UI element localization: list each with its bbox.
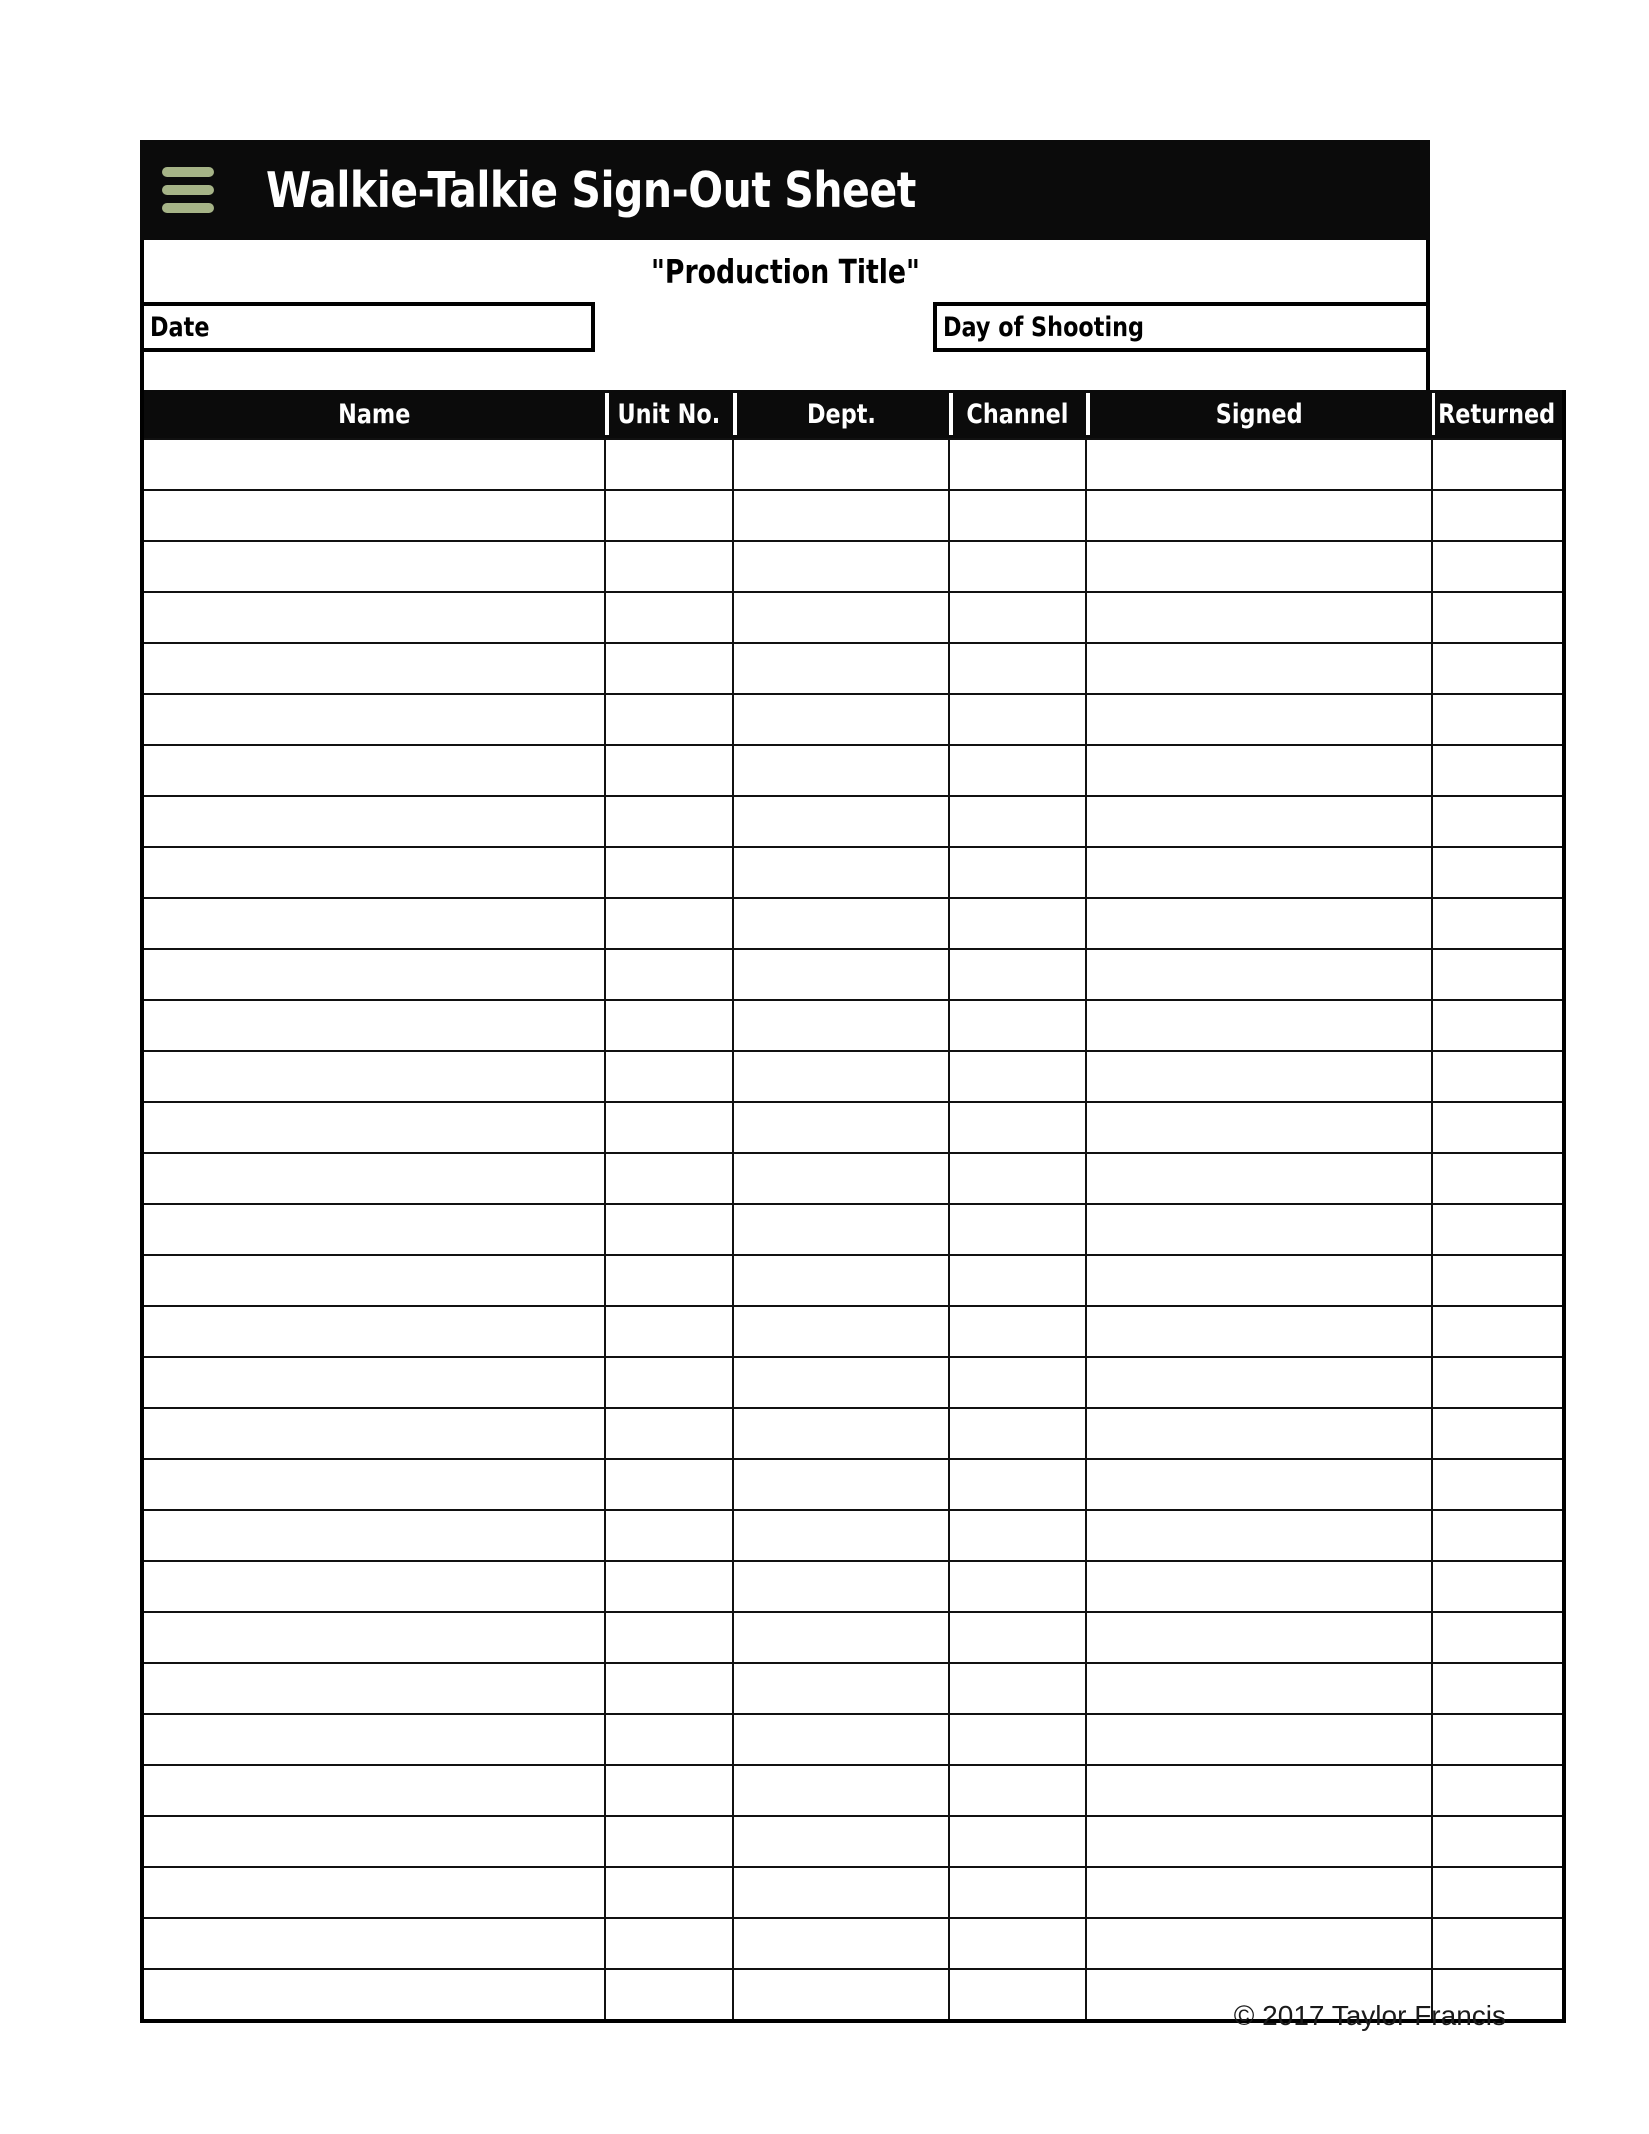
table-cell-name[interactable] [142,643,605,694]
table-row [142,1765,1564,1816]
table-cell-dept[interactable] [733,1765,949,1816]
table-cell-dept[interactable] [733,1663,949,1714]
table-cell-channel[interactable] [949,1714,1086,1765]
production-title-row [140,240,1430,302]
table-cell-dept[interactable] [733,592,949,643]
table-row [142,1255,1564,1306]
table-cell-name[interactable] [142,1867,605,1918]
table-header [142,390,1564,439]
table-cell-signed[interactable] [1086,1000,1432,1051]
table-cell-returned[interactable] [1432,1204,1564,1255]
table-cell-dept[interactable] [733,1561,949,1612]
table-row [142,694,1564,745]
table-cell-channel[interactable] [949,1102,1086,1153]
table-cell-returned[interactable] [1432,439,1564,490]
table-cell-signed[interactable] [1086,1918,1432,1969]
table-cell-name[interactable] [142,949,605,1000]
table-cell-dept[interactable] [733,1612,949,1663]
table-cell-unit_no[interactable] [605,898,733,949]
table-cell-dept[interactable] [733,745,949,796]
table-cell-name[interactable] [142,490,605,541]
table-cell-signed[interactable] [1086,1153,1432,1204]
table-row [142,1357,1564,1408]
table-cell-unit_no[interactable] [605,1765,733,1816]
table-cell-channel[interactable] [949,1561,1086,1612]
table-row [142,643,1564,694]
table-cell-name[interactable] [142,745,605,796]
table-cell-channel[interactable] [949,1204,1086,1255]
table-cell-returned[interactable] [1432,1612,1564,1663]
sign-out-sheet [140,140,1556,2023]
table-cell-returned[interactable] [1432,1255,1564,1306]
table-cell-signed[interactable] [1086,1867,1432,1918]
table-cell-returned[interactable] [1432,1765,1564,1816]
table-cell-name[interactable] [142,1255,605,1306]
table-cell-returned[interactable] [1432,1561,1564,1612]
day-of-shooting-field[interactable] [933,302,1430,352]
table-cell-name[interactable] [142,1408,605,1459]
table-cell-unit_no[interactable] [605,1357,733,1408]
table-row [142,1510,1564,1561]
table-cell-unit_no[interactable] [605,1000,733,1051]
table-cell-dept[interactable] [733,1408,949,1459]
table-cell-unit_no[interactable] [605,1663,733,1714]
table-cell-returned[interactable] [1432,898,1564,949]
table-cell-signed[interactable] [1086,1714,1432,1765]
table-cell-returned[interactable] [1432,1459,1564,1510]
table-cell-unit_no[interactable] [605,1510,733,1561]
table-cell-dept[interactable] [733,541,949,592]
table-cell-unit_no[interactable] [605,796,733,847]
table-cell-returned[interactable] [1432,1663,1564,1714]
table-row [142,1051,1564,1102]
table-cell-returned[interactable] [1432,745,1564,796]
table-row [142,1204,1564,1255]
table-cell-unit_no[interactable] [605,439,733,490]
table-row [142,1561,1564,1612]
table-cell-unit_no[interactable] [605,1153,733,1204]
table-cell-signed[interactable] [1086,1051,1432,1102]
table-cell-channel[interactable] [949,745,1086,796]
table-cell-name[interactable] [142,439,605,490]
table-cell-signed[interactable] [1086,898,1432,949]
sheet-header-bar [140,140,1430,240]
table-column-header-label: Signed [1215,398,1303,430]
table-cell-channel[interactable] [949,949,1086,1000]
table-cell-signed[interactable] [1086,1816,1432,1867]
table-cell-unit_no[interactable] [605,1051,733,1102]
table-cell-unit_no[interactable] [605,592,733,643]
table-cell-channel[interactable] [949,1969,1086,2021]
table-cell-returned[interactable] [1432,949,1564,1000]
table-cell-returned[interactable] [1432,1816,1564,1867]
hamburger-bar-top [162,167,214,177]
copyright-notice: © 2017 Taylor Francis [1233,2000,1506,2031]
table-cell-signed[interactable] [1086,949,1432,1000]
table-cell-name[interactable] [142,796,605,847]
table-cell-dept[interactable] [733,1459,949,1510]
table-row [142,592,1564,643]
table-column-header-label: Dept. [806,398,876,430]
table-cell-channel[interactable] [949,1663,1086,1714]
table-cell-signed[interactable] [1086,1204,1432,1255]
table-cell-signed[interactable] [1086,490,1432,541]
table-column-header-label: Name [338,398,411,430]
table-column-header-channel [949,390,1086,439]
table-cell-unit_no[interactable] [605,1918,733,1969]
table-cell-channel[interactable] [949,643,1086,694]
table-cell-name[interactable] [142,1918,605,1969]
table-cell-unit_no[interactable] [605,949,733,1000]
table-cell-dept[interactable] [733,949,949,1000]
table-row [142,541,1564,592]
sheet-title: Walkie-Talkie Sign-Out Sheet [266,161,916,219]
table-body [142,439,1564,2021]
table-cell-channel[interactable] [949,1357,1086,1408]
table-cell-channel[interactable] [949,1510,1086,1561]
table-row [142,1867,1564,1918]
table-cell-name[interactable] [142,541,605,592]
table-column-header-label: Channel [966,398,1069,430]
table-cell-signed[interactable] [1086,541,1432,592]
table-row [142,898,1564,949]
table-cell-name[interactable] [142,1153,605,1204]
table-cell-name[interactable] [142,1561,605,1612]
table-cell-unit_no[interactable] [605,1816,733,1867]
table-cell-channel[interactable] [949,1051,1086,1102]
table-cell-name[interactable] [142,1765,605,1816]
table-cell-returned[interactable] [1432,592,1564,643]
table-cell-unit_no[interactable] [605,1867,733,1918]
hamburger-menu-icon[interactable] [162,162,218,218]
table-cell-signed[interactable] [1086,694,1432,745]
table-column-header-name [142,390,605,439]
date-field-label: Date [150,311,210,343]
table-cell-dept[interactable] [733,1255,949,1306]
table-cell-signed[interactable] [1086,1255,1432,1306]
table-row [142,1408,1564,1459]
table-cell-channel[interactable] [949,541,1086,592]
table-cell-signed[interactable] [1086,592,1432,643]
table-cell-name[interactable] [142,1510,605,1561]
date-field[interactable] [140,302,595,352]
table-cell-returned[interactable] [1432,1000,1564,1051]
table-cell-unit_no[interactable] [605,541,733,592]
table-cell-unit_no[interactable] [605,847,733,898]
table-cell-channel[interactable] [949,1000,1086,1051]
table-cell-returned[interactable] [1432,1153,1564,1204]
table-column-header-dept [733,390,949,439]
table-cell-signed[interactable] [1086,1357,1432,1408]
table-row [142,1663,1564,1714]
table-cell-dept[interactable] [733,1051,949,1102]
table-cell-dept[interactable] [733,1357,949,1408]
table-cell-name[interactable] [142,1306,605,1357]
table-cell-channel[interactable] [949,1612,1086,1663]
table-row [142,745,1564,796]
table-cell-name[interactable] [142,1714,605,1765]
table-cell-signed[interactable] [1086,1408,1432,1459]
production-title: "Production Title" [650,251,920,291]
table-cell-unit_no[interactable] [605,694,733,745]
table-cell-signed[interactable] [1086,1102,1432,1153]
table-cell-dept[interactable] [733,847,949,898]
table-cell-returned[interactable] [1432,490,1564,541]
table-cell-channel[interactable] [949,1867,1086,1918]
table-cell-returned[interactable] [1432,1102,1564,1153]
table-cell-unit_no[interactable] [605,1306,733,1357]
table-cell-returned[interactable] [1432,847,1564,898]
table-cell-channel[interactable] [949,1918,1086,1969]
table-cell-returned[interactable] [1432,796,1564,847]
meta-table-spacer [140,364,1430,390]
table-cell-dept[interactable] [733,439,949,490]
table-cell-channel[interactable] [949,847,1086,898]
table-cell-dept[interactable] [733,1816,949,1867]
table-cell-name[interactable] [142,1204,605,1255]
table-cell-name[interactable] [142,1000,605,1051]
table-cell-name[interactable] [142,1051,605,1102]
table-cell-name[interactable] [142,1102,605,1153]
table-row [142,1612,1564,1663]
table-cell-returned[interactable] [1432,694,1564,745]
table-column-header-label: Unit No. [617,398,721,430]
table-row [142,490,1564,541]
table-cell-unit_no[interactable] [605,643,733,694]
table-column-header-returned [1432,390,1564,439]
table-cell-signed[interactable] [1086,643,1432,694]
table-cell-channel[interactable] [949,439,1086,490]
table-cell-unit_no[interactable] [605,1561,733,1612]
table-cell-signed[interactable] [1086,1459,1432,1510]
table-cell-returned[interactable] [1432,1714,1564,1765]
table-cell-unit_no[interactable] [605,1102,733,1153]
table-cell-unit_no[interactable] [605,1714,733,1765]
table-cell-returned[interactable] [1432,643,1564,694]
table-row [142,796,1564,847]
table-cell-name[interactable] [142,898,605,949]
table-column-header-label: Returned [1438,398,1556,430]
table-cell-signed[interactable] [1086,796,1432,847]
table-cell-channel[interactable] [949,796,1086,847]
table-cell-signed[interactable] [1086,1663,1432,1714]
table-column-header-signed [1086,390,1432,439]
table-cell-returned[interactable] [1432,1357,1564,1408]
table-cell-dept[interactable] [733,643,949,694]
table-cell-dept[interactable] [733,1969,949,2021]
table-cell-unit_no[interactable] [605,1612,733,1663]
table-cell-name[interactable] [142,592,605,643]
table-row [142,1816,1564,1867]
table-cell-signed[interactable] [1086,847,1432,898]
table-cell-channel[interactable] [949,1255,1086,1306]
table-cell-dept[interactable] [733,1102,949,1153]
meta-fields-row [140,302,1430,364]
table-cell-unit_no[interactable] [605,1255,733,1306]
table-cell-name[interactable] [142,1969,605,2021]
table-cell-name[interactable] [142,1612,605,1663]
table-cell-unit_no[interactable] [605,745,733,796]
table-cell-name[interactable] [142,694,605,745]
table-cell-dept[interactable] [733,1306,949,1357]
table-cell-channel[interactable] [949,1459,1086,1510]
table-cell-channel[interactable] [949,1153,1086,1204]
table-cell-dept[interactable] [733,694,949,745]
table-cell-channel[interactable] [949,694,1086,745]
table-cell-name[interactable] [142,1459,605,1510]
table-header-row [142,390,1564,439]
table-cell-channel[interactable] [949,1816,1086,1867]
table-cell-returned[interactable] [1432,541,1564,592]
table-cell-channel[interactable] [949,490,1086,541]
table-cell-channel[interactable] [949,1306,1086,1357]
table-cell-returned[interactable] [1432,1408,1564,1459]
table-row [142,1714,1564,1765]
table-cell-signed[interactable] [1086,1561,1432,1612]
table-cell-signed[interactable] [1086,1765,1432,1816]
table-cell-channel[interactable] [949,1765,1086,1816]
table-cell-dept[interactable] [733,898,949,949]
table-row [142,1459,1564,1510]
table-cell-returned[interactable] [1432,1306,1564,1357]
table-cell-name[interactable] [142,1663,605,1714]
table-row [142,1000,1564,1051]
table-cell-unit_no[interactable] [605,1204,733,1255]
day-of-shooting-field-label: Day of Shooting [943,311,1145,343]
table-row [142,847,1564,898]
table-cell-dept[interactable] [733,1153,949,1204]
table-cell-returned[interactable] [1432,1510,1564,1561]
table-cell-signed[interactable] [1086,1612,1432,1663]
table-row [142,1306,1564,1357]
table-row [142,1153,1564,1204]
table-cell-name[interactable] [142,847,605,898]
table-cell-dept[interactable] [733,1918,949,1969]
table-column-header-unit_no [605,390,733,439]
table-row [142,1918,1564,1969]
table-row [142,1102,1564,1153]
table-cell-dept[interactable] [733,490,949,541]
table-row [142,439,1564,490]
table-cell-returned[interactable] [1432,1867,1564,1918]
table-cell-channel[interactable] [949,898,1086,949]
table-row [142,949,1564,1000]
table-cell-name[interactable] [142,1357,605,1408]
table-cell-unit_no[interactable] [605,1969,733,2021]
hamburger-bar-middle [162,185,214,195]
table-cell-dept[interactable] [733,1000,949,1051]
table-cell-signed[interactable] [1086,745,1432,796]
table-cell-returned[interactable] [1432,1918,1564,1969]
sign-out-table [140,390,1566,2023]
table-cell-signed[interactable] [1086,1306,1432,1357]
table-cell-unit_no[interactable] [605,1459,733,1510]
table-cell-name[interactable] [142,1816,605,1867]
table-cell-dept[interactable] [733,1510,949,1561]
hamburger-bar-bottom [162,203,214,213]
table-cell-signed[interactable] [1086,1510,1432,1561]
table-cell-unit_no[interactable] [605,490,733,541]
table-cell-dept[interactable] [733,796,949,847]
table-cell-channel[interactable] [949,1408,1086,1459]
table-cell-channel[interactable] [949,592,1086,643]
table-cell-dept[interactable] [733,1714,949,1765]
table-cell-signed[interactable] [1086,439,1432,490]
table-cell-dept[interactable] [733,1867,949,1918]
table-cell-unit_no[interactable] [605,1408,733,1459]
table-cell-dept[interactable] [733,1204,949,1255]
table-cell-returned[interactable] [1432,1051,1564,1102]
